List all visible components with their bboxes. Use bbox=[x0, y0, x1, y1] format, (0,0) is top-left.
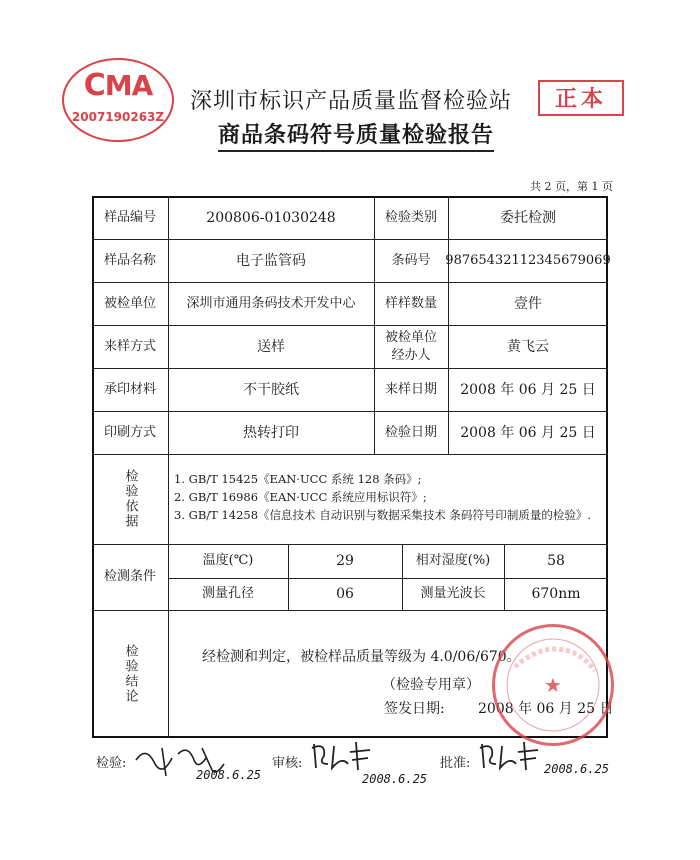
org-name: 深圳市标识产品质量监督检验站 bbox=[190, 89, 513, 114]
basis-list-items bbox=[174, 470, 591, 524]
value-temperature: 29 bbox=[336, 553, 354, 569]
label-inspected-unit: 被检单位 bbox=[103, 295, 156, 311]
original-copy-stamp: 正本 bbox=[538, 80, 624, 116]
value-receive-date: 2008 年 06 月 25 日 bbox=[460, 381, 596, 398]
label-aperture: 测量孔径 bbox=[201, 586, 254, 601]
label-unit-agent-line2: 经办人 bbox=[391, 347, 431, 363]
basis-item-2: 2. GB/T 16986《EAN·UCC 系统应用标识符》; bbox=[174, 490, 427, 504]
value-aperture: 06 bbox=[336, 586, 354, 602]
cma-logo-number: 2007190263Z bbox=[71, 110, 165, 124]
seal-note: （检验专用章） bbox=[382, 677, 480, 693]
approver-label: 批准: bbox=[440, 756, 471, 771]
value-humidity: 58 bbox=[547, 553, 565, 569]
label-conclusion: 检验结论 bbox=[122, 644, 138, 704]
issue-date-label: 签发日期: bbox=[384, 701, 445, 717]
label-inspection-type: 检验类别 bbox=[384, 209, 437, 225]
label-sampling-method: 来样方式 bbox=[103, 338, 156, 354]
value-print-method: 热转打印 bbox=[243, 424, 299, 441]
label-test-conditions: 检测条件 bbox=[103, 569, 156, 584]
label-inspection-basis: 检验依据 bbox=[122, 469, 138, 529]
official-seal bbox=[492, 624, 614, 746]
label-inspection-date: 检验日期 bbox=[384, 424, 437, 440]
value-wavelength: 670nm bbox=[531, 586, 581, 602]
label-unit-agent-line1: 被检单位 bbox=[384, 329, 437, 345]
value-inspection-type: 委托检测 bbox=[500, 209, 556, 226]
conclusion-text: 经检测和判定，被检样品质量等级为 4.0/06/670。 bbox=[202, 649, 521, 665]
reviewer-label: 审核: bbox=[272, 756, 303, 771]
label-sample-quantity: 样样数量 bbox=[384, 295, 437, 311]
value-barcode-no: 98765432112345679069 bbox=[445, 252, 611, 268]
seal-star-icon: ★ bbox=[544, 673, 562, 697]
label-humidity: 相对湿度(%) bbox=[415, 553, 491, 568]
page-info: 共 2 页，第 1 页 bbox=[530, 180, 613, 193]
basis-item-1: 1. GB/T 15425《EAN·UCC 系统 128 条码》; bbox=[174, 472, 422, 486]
label-sample-name: 样品名称 bbox=[103, 252, 156, 268]
value-sample-quantity: 壹件 bbox=[514, 295, 542, 312]
label-barcode-no: 条码号 bbox=[391, 252, 431, 268]
value-unit-agent: 黄飞云 bbox=[507, 338, 549, 355]
label-print-material: 承印材料 bbox=[103, 381, 156, 397]
value-inspection-date: 2008 年 06 月 25 日 bbox=[460, 424, 596, 441]
reviewer-date: 2008.6.25 bbox=[362, 772, 428, 786]
value-sample-name: 电子监管码 bbox=[236, 252, 306, 269]
cma-logo bbox=[62, 58, 174, 142]
value-inspected-unit: 深圳市通用条码技术开发中心 bbox=[186, 295, 356, 311]
label-print-method: 印刷方式 bbox=[103, 424, 156, 440]
basis-item-3: 3. GB/T 14258《信息技术 自动识别与数据采集技术 条码符号印制质量的检验》. bbox=[174, 508, 592, 522]
value-sample-no: 200806-01030248 bbox=[206, 209, 336, 226]
label-sample-no: 样品编号 bbox=[103, 209, 156, 225]
cma-logo-letters: CMA bbox=[83, 68, 153, 103]
value-sampling-method: 送样 bbox=[257, 338, 285, 355]
inspector-label: 检验: bbox=[96, 756, 127, 771]
approver-date: 2008.6.25 bbox=[544, 762, 610, 776]
label-temperature: 温度(℃) bbox=[202, 553, 254, 568]
inspector-date: 2008.6.25 bbox=[196, 768, 262, 782]
label-unit-agent bbox=[374, 325, 448, 368]
issue-date-value: 2008 年 06 月 25 日 bbox=[478, 701, 614, 717]
label-wavelength: 测量光波长 bbox=[420, 586, 486, 601]
label-receive-date: 来样日期 bbox=[384, 381, 437, 397]
report-title: 商品条码符号质量检验报告 bbox=[218, 118, 494, 152]
value-print-material: 不干胶纸 bbox=[243, 381, 299, 398]
